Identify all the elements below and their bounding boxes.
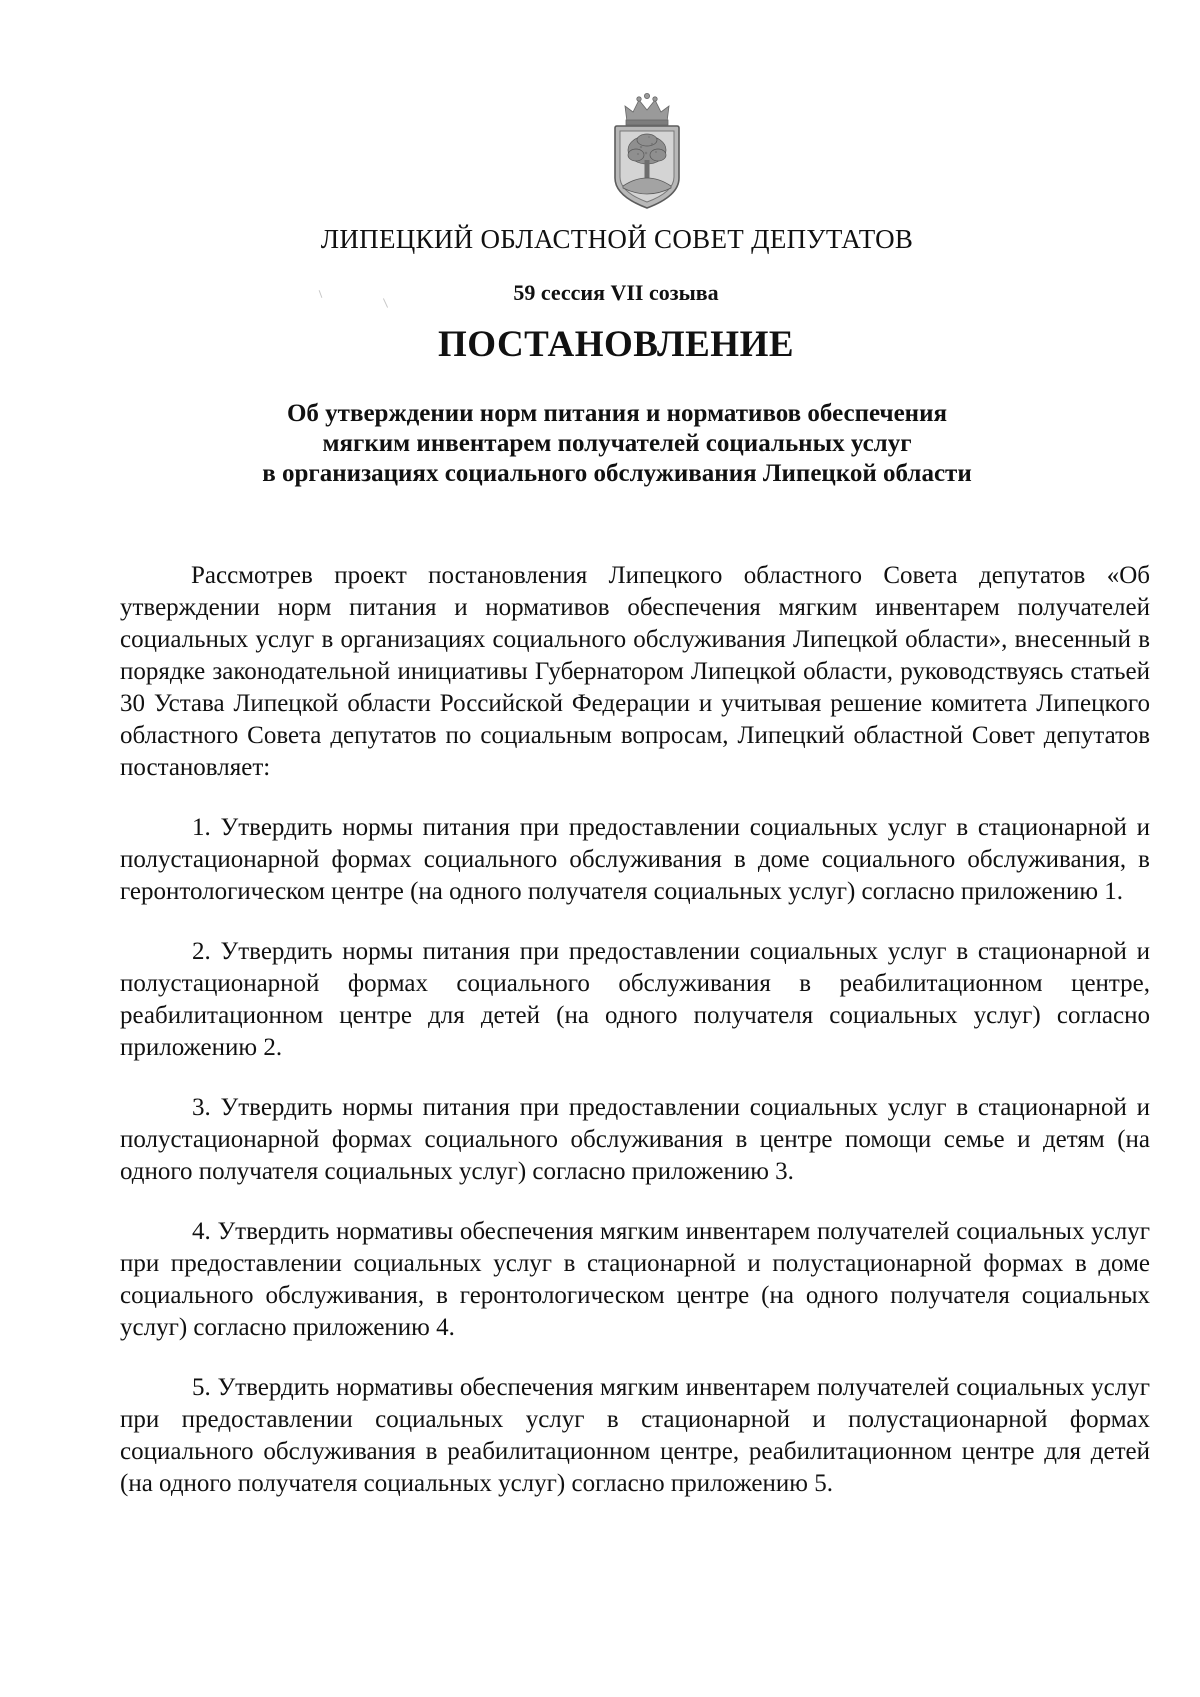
coat-of-arms-icon	[605, 92, 689, 212]
resolution-item-1: 1. Утвердить нормы питания при предоставлении социальных услуг в стационарной и полустационарной формах социального обслуживания в доме социального обслуживания, в геронтологическом центре (на одного получателя социальных услуг) согласно приложению 1.	[120, 814, 1150, 905]
resolution-item-3: 3. Утвердить нормы питания при предоставлении социальных услуг в стационарной и полустационарной формах социального обслуживания в центре помощи семье и детям (на одного получателя социальных услуг) согласно приложению 3.	[120, 1094, 1150, 1185]
organization-name: ЛИПЕЦКИЙ ОБЛАСТНОЙ СОВЕТ ДЕПУТАТОВ	[320, 224, 914, 254]
subject-line: в организациях социального обслуживания Липецкой области	[262, 460, 972, 487]
document-body	[120, 560, 1150, 1500]
preamble-paragraph: Рассмотрев проект постановления Липецкого областного Совета депутатов «Об утверждении норм питания и нормативов обеспечения мягким инвентарем получателей социальных услуг в организациях социального обслуживания Липецкой области», внесенный в порядке законодательной инициативы Губернатором Липецкой области, руководствуясь статьей 30 Устава Липецкой области Российской Федерации и учитывая решение комитета Липецкого областного Совета депутатов по социальным вопросам, Липецкий областной Совет депутатов постановляет:	[120, 562, 1150, 781]
resolution-item-4: 4. Утвердить нормативы обеспечения мягким инвентарем получателей социальных услуг при предоставлении социальных услуг в стационарной и полустационарной формах в доме социального обслуживания, в геронтологическом центре (на одного получателя социальных услуг) согласно приложению 4.	[120, 1218, 1150, 1341]
document-subject	[0, 399, 1200, 489]
resolution-item-5: 5. Утвердить нормативы обеспечения мягким инвентарем получателей социальных услуг при предоставлении социальных услуг в стационарной и полустационарной формах социального обслуживания в реабилитационном центре, реабилитационном центре для детей (на одного получателя социальных услуг) согласно приложению 5.	[120, 1374, 1150, 1497]
document-type-heading: ПОСТАНОВЛЕНИЕ	[437, 324, 795, 365]
subject-line: Об утверждении норм питания и нормативов обеспечения	[286, 400, 947, 427]
session-label: 59 сессия VII созыва	[513, 280, 719, 305]
resolution-item-2: 2. Утвердить нормы питания при предоставлении социальных услуг в стационарной и полустационарной формах социального обслуживания в реабилитационном центре, реабилитационном центре для детей (на одного получателя социальных услуг) согласно приложению 2.	[120, 938, 1150, 1061]
subject-line: мягким инвентарем получателей социальных услуг	[322, 430, 912, 457]
